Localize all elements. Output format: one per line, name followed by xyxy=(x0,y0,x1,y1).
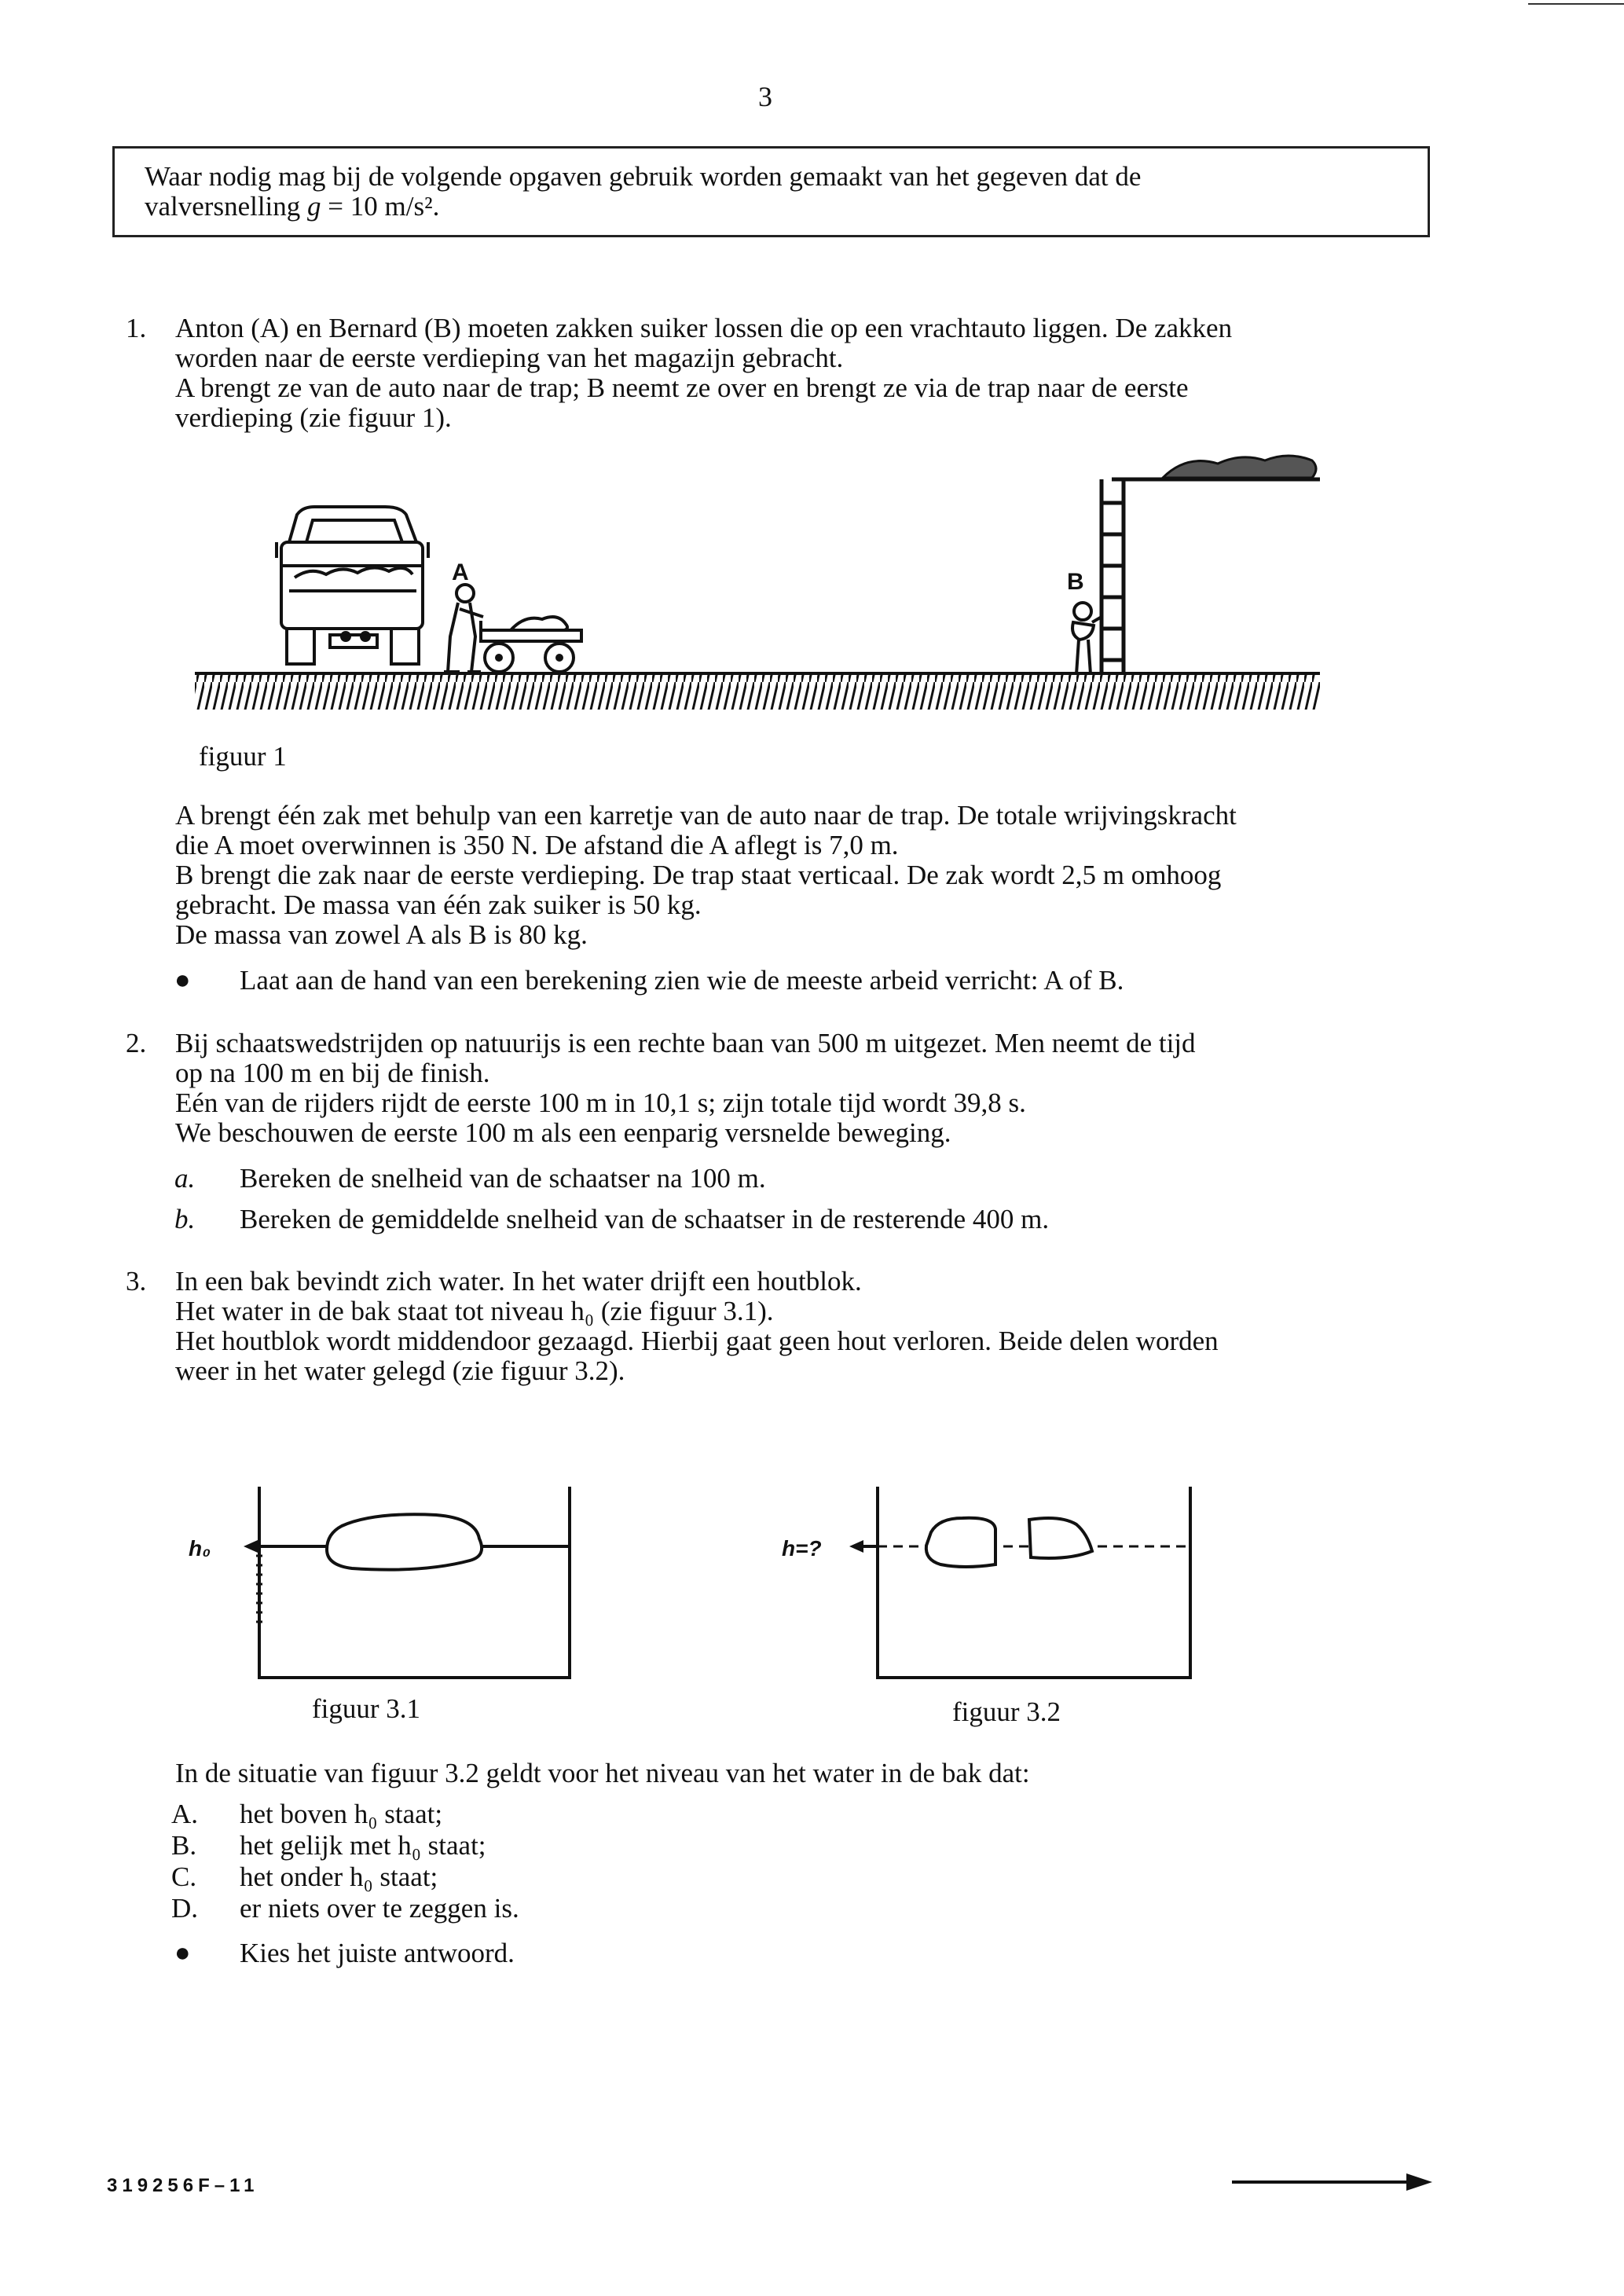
given-note-box xyxy=(112,146,1430,237)
q2-part-b-text: Bereken de gemiddelde snelheid van de schaatser in de resterende 400 m. xyxy=(240,1204,1050,1234)
figure-1-caption: figuur 1 xyxy=(199,741,287,772)
q1-body-line: B brengt die zak naar de eerste verdieping. De trap staat verticaal. De zak wordt 2,5 m omhoog xyxy=(175,860,1222,890)
note-suffix: = 10 m/s². xyxy=(321,191,440,222)
figure-3-1-caption: figuur 3.1 xyxy=(312,1693,421,1724)
option-b-label: B. xyxy=(171,1830,197,1861)
bullet-icon: ● xyxy=(174,1938,191,1968)
q3-intro-line: weer in het water gelegd (zie figuur 3.2). xyxy=(175,1355,625,1386)
q1-body-line: A brengt één zak met behulp van een karretje van de auto naar de trap. De totale wrijvingskracht xyxy=(175,800,1237,831)
note-var-g: g xyxy=(307,191,321,222)
q1-body-line: die A moet overwinnen is 350 N. De afstand die A aflegt is 7,0 m. xyxy=(175,830,899,860)
label-b: B xyxy=(1067,569,1084,595)
person-b-icon xyxy=(1072,603,1102,674)
q2-intro-line: Bij schaatswedstrijden op natuurijs is een rechte baan van 500 m uitgezet. Men neemt de tijd xyxy=(175,1028,1196,1058)
q2-part-a-text: Bereken de snelheid van de schaatser na 100 m. xyxy=(240,1163,766,1194)
ladder-icon xyxy=(1102,479,1320,674)
q2-part-a-label: a. xyxy=(174,1163,196,1194)
arrow-icon xyxy=(849,1540,863,1553)
question-1-task: Laat aan de hand van een berekening zien wie de meeste arbeid verricht: A of B. xyxy=(240,965,1124,996)
question-2-intro xyxy=(175,1029,1432,1148)
sugar-bags-icon xyxy=(1163,456,1316,478)
figure-3-2-diagram xyxy=(774,1477,1214,1682)
question-1-body xyxy=(175,801,1432,950)
option-c-text: het onder h₀ staat; xyxy=(240,1861,438,1892)
wood-half-1-icon xyxy=(926,1518,995,1567)
option-b-text: het gelijk met h₀ staat; xyxy=(240,1830,486,1861)
h-unknown-label: h=? xyxy=(782,1536,822,1561)
wood-half-2-icon xyxy=(1029,1518,1092,1558)
q3-intro-line: Het houtblok wordt middendoor gezaagd. Hierbij gaat geen hout verloren. Beide delen worden xyxy=(175,1326,1219,1356)
h0-label: h₀ xyxy=(189,1536,211,1561)
q1-body-line: gebracht. De massa van één zak suiker is 50 kg. xyxy=(175,889,702,920)
truck-icon xyxy=(277,507,428,664)
q1-intro-line: verdieping (zie figuur 1). xyxy=(175,402,452,433)
option-c-label: C. xyxy=(171,1861,197,1892)
ground-hatching xyxy=(195,673,1320,710)
q3-intro-line: Het water in de bak staat tot niveau h₀ (zie figuur 3.1). xyxy=(175,1296,774,1326)
figure-3-2-caption: figuur 3.2 xyxy=(952,1696,1061,1727)
question-3-number: 3. xyxy=(126,1266,147,1297)
cart-icon xyxy=(481,617,581,672)
question-1-intro xyxy=(175,314,1432,433)
q1-body-line: De massa van zowel A als B is 80 kg. xyxy=(175,919,588,950)
option-a-text: het boven h₀ staat; xyxy=(240,1799,443,1829)
question-3-task: Kies het juiste antwoord. xyxy=(240,1938,515,1968)
note-line-1: Waar nodig mag bij de volgende opgaven gebruik worden gemaakt van het gegeven dat de xyxy=(145,161,1142,192)
figure-3-1-diagram xyxy=(181,1477,589,1682)
right-arrow-icon xyxy=(1232,2170,1436,2194)
q2-intro-line: op na 100 m en bij de finish. xyxy=(175,1058,490,1088)
q1-intro-line: Anton (A) en Bernard (B) moeten zakken suiker lossen die op een vrachtauto liggen. De zakken xyxy=(175,313,1233,343)
page-edge-line xyxy=(1528,3,1624,5)
note-prefix: valversnelling xyxy=(145,191,308,222)
q2-intro-line: We beschouwen de eerste 100 m als een eenparig versnelde beweging. xyxy=(175,1117,951,1148)
question-1-number: 1. xyxy=(126,313,147,343)
bullet-icon: ● xyxy=(174,966,191,995)
q3-intro-line: In een bak bevindt zich water. In het water drijft een houtblok. xyxy=(175,1266,862,1297)
q2-part-b-label: b. xyxy=(174,1204,196,1234)
question-3-question: In de situatie van figuur 3.2 geldt voor het niveau van het water in de bak dat: xyxy=(175,1758,1030,1788)
question-3-intro xyxy=(175,1267,1432,1386)
page-number: 3 xyxy=(758,81,772,112)
option-a-label: A. xyxy=(171,1799,199,1829)
footer-code: 319256F–11 xyxy=(107,2175,259,2196)
option-d-text: er niets over te zeggen is. xyxy=(240,1893,519,1924)
q2-intro-line: Eén van de rijders rijdt de eerste 100 m in 10,1 s; zijn totale tijd wordt 39,8 s. xyxy=(175,1087,1026,1118)
q1-intro-line: A brengt ze van de auto naar de trap; B neemt ze over en brengt ze via de trap naar de eerste xyxy=(175,372,1189,403)
question-2-number: 2. xyxy=(126,1028,147,1058)
person-a-icon xyxy=(444,585,483,672)
q1-intro-line: worden naar de eerste verdieping van het magazijn gebracht. xyxy=(175,343,844,373)
wood-block-icon xyxy=(327,1514,482,1569)
label-a: A xyxy=(452,559,469,585)
figure-1-illustration xyxy=(189,440,1336,715)
arrow-icon xyxy=(244,1540,258,1553)
container-outline xyxy=(878,1487,1190,1678)
option-d-label: D. xyxy=(171,1893,199,1924)
note-line-2 xyxy=(145,192,1428,222)
